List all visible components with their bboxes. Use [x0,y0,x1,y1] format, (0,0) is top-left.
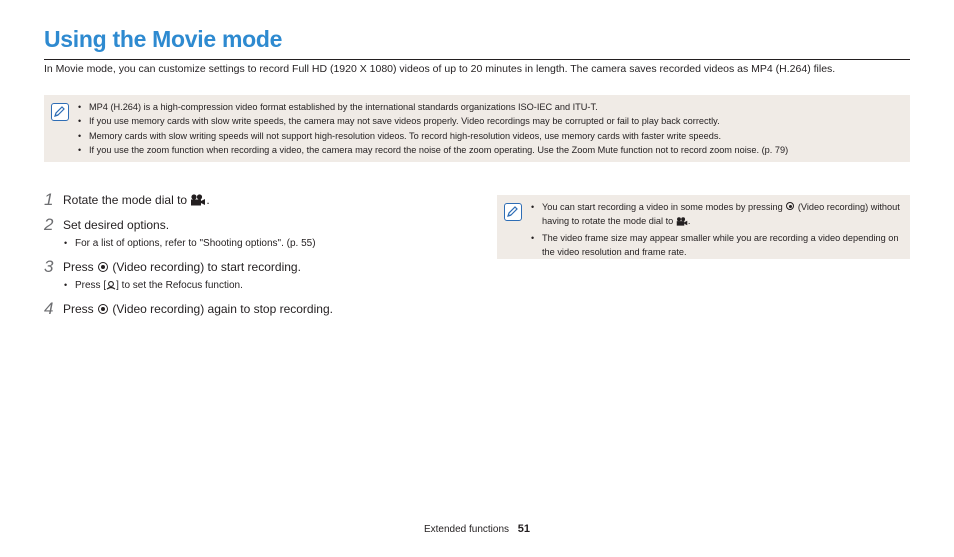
page-number: 51 [517,523,531,535]
video-record-button-icon [98,304,108,314]
step-number: 1 [44,190,54,209]
note-item: • You can start recording a video in some modes by pressing (Video recording) without having to rotate the mode dial to . [531,200,901,231]
steps-list [44,192,474,318]
step-1 [44,192,474,209]
step-number: 2 [44,215,54,234]
step-4 [44,301,474,318]
step-text-end: (Video recording) to start recording. [112,260,301,274]
note-pencil-icon [504,203,522,221]
step-text: Press [63,260,94,274]
refocus-icon [106,280,116,295]
page-title: Using the Movie mode [44,26,283,52]
note-item: • The video frame size may appear smaller while you are recording a video depending on the video resolution and frame rate. [531,231,901,260]
step-3 [44,259,474,276]
note-pencil-icon [51,103,69,121]
step-text-end: (Video recording) again to stop recording. [112,302,333,316]
title-divider [44,59,910,60]
video-record-button-icon [786,202,794,210]
step-sub-item: • Press [ ] to set the Refocus function. [44,278,474,293]
step-text: Press [63,302,94,316]
movie-mode-icon [676,216,688,230]
note-list-main [78,100,903,157]
step-text-end: . [206,193,210,207]
note-list-side [531,200,901,259]
note-box-side [497,195,910,259]
footer-section: Extended functions [423,524,510,535]
step-number: 4 [44,299,54,318]
step-2 [44,217,474,234]
note-item: • If you use memory cards with slow write speeds, the camera may not save videos properly. Video recordings may be corrupted or fail to play back correctly. [78,114,903,128]
step-sub-item: • For a list of options, refer to "Shooting options". (p. 55) [44,236,474,251]
movie-mode-icon [190,194,206,211]
video-record-button-icon [98,262,108,272]
step-text: Rotate the mode dial to [63,193,188,207]
step-number: 3 [44,257,54,276]
note-item: • Memory cards with slow writing speeds will not support high-resolution videos. To record high-resolution videos, use memory cards with faster write speeds. [78,129,903,143]
page-footer [0,523,954,535]
note-item: • MP4 (H.264) is a high-compression video format established by the international standards organizations ISO-IEC and ITU-T. [78,100,903,114]
note-box-main [44,95,910,162]
intro-paragraph: In Movie mode, you can customize settings to record Full HD (1920 X 1080) videos of up to 20 minutes in length. The camera saves recorded videos as MP4 (H.264) files. [44,63,836,75]
step-text: Set desired options. [63,218,170,232]
note-item: • If you use the zoom function when recording a video, the camera may record the noise of the zoom operating. Use the Zoom Mute function not to record zoom noise. (p. 79) [78,143,903,157]
